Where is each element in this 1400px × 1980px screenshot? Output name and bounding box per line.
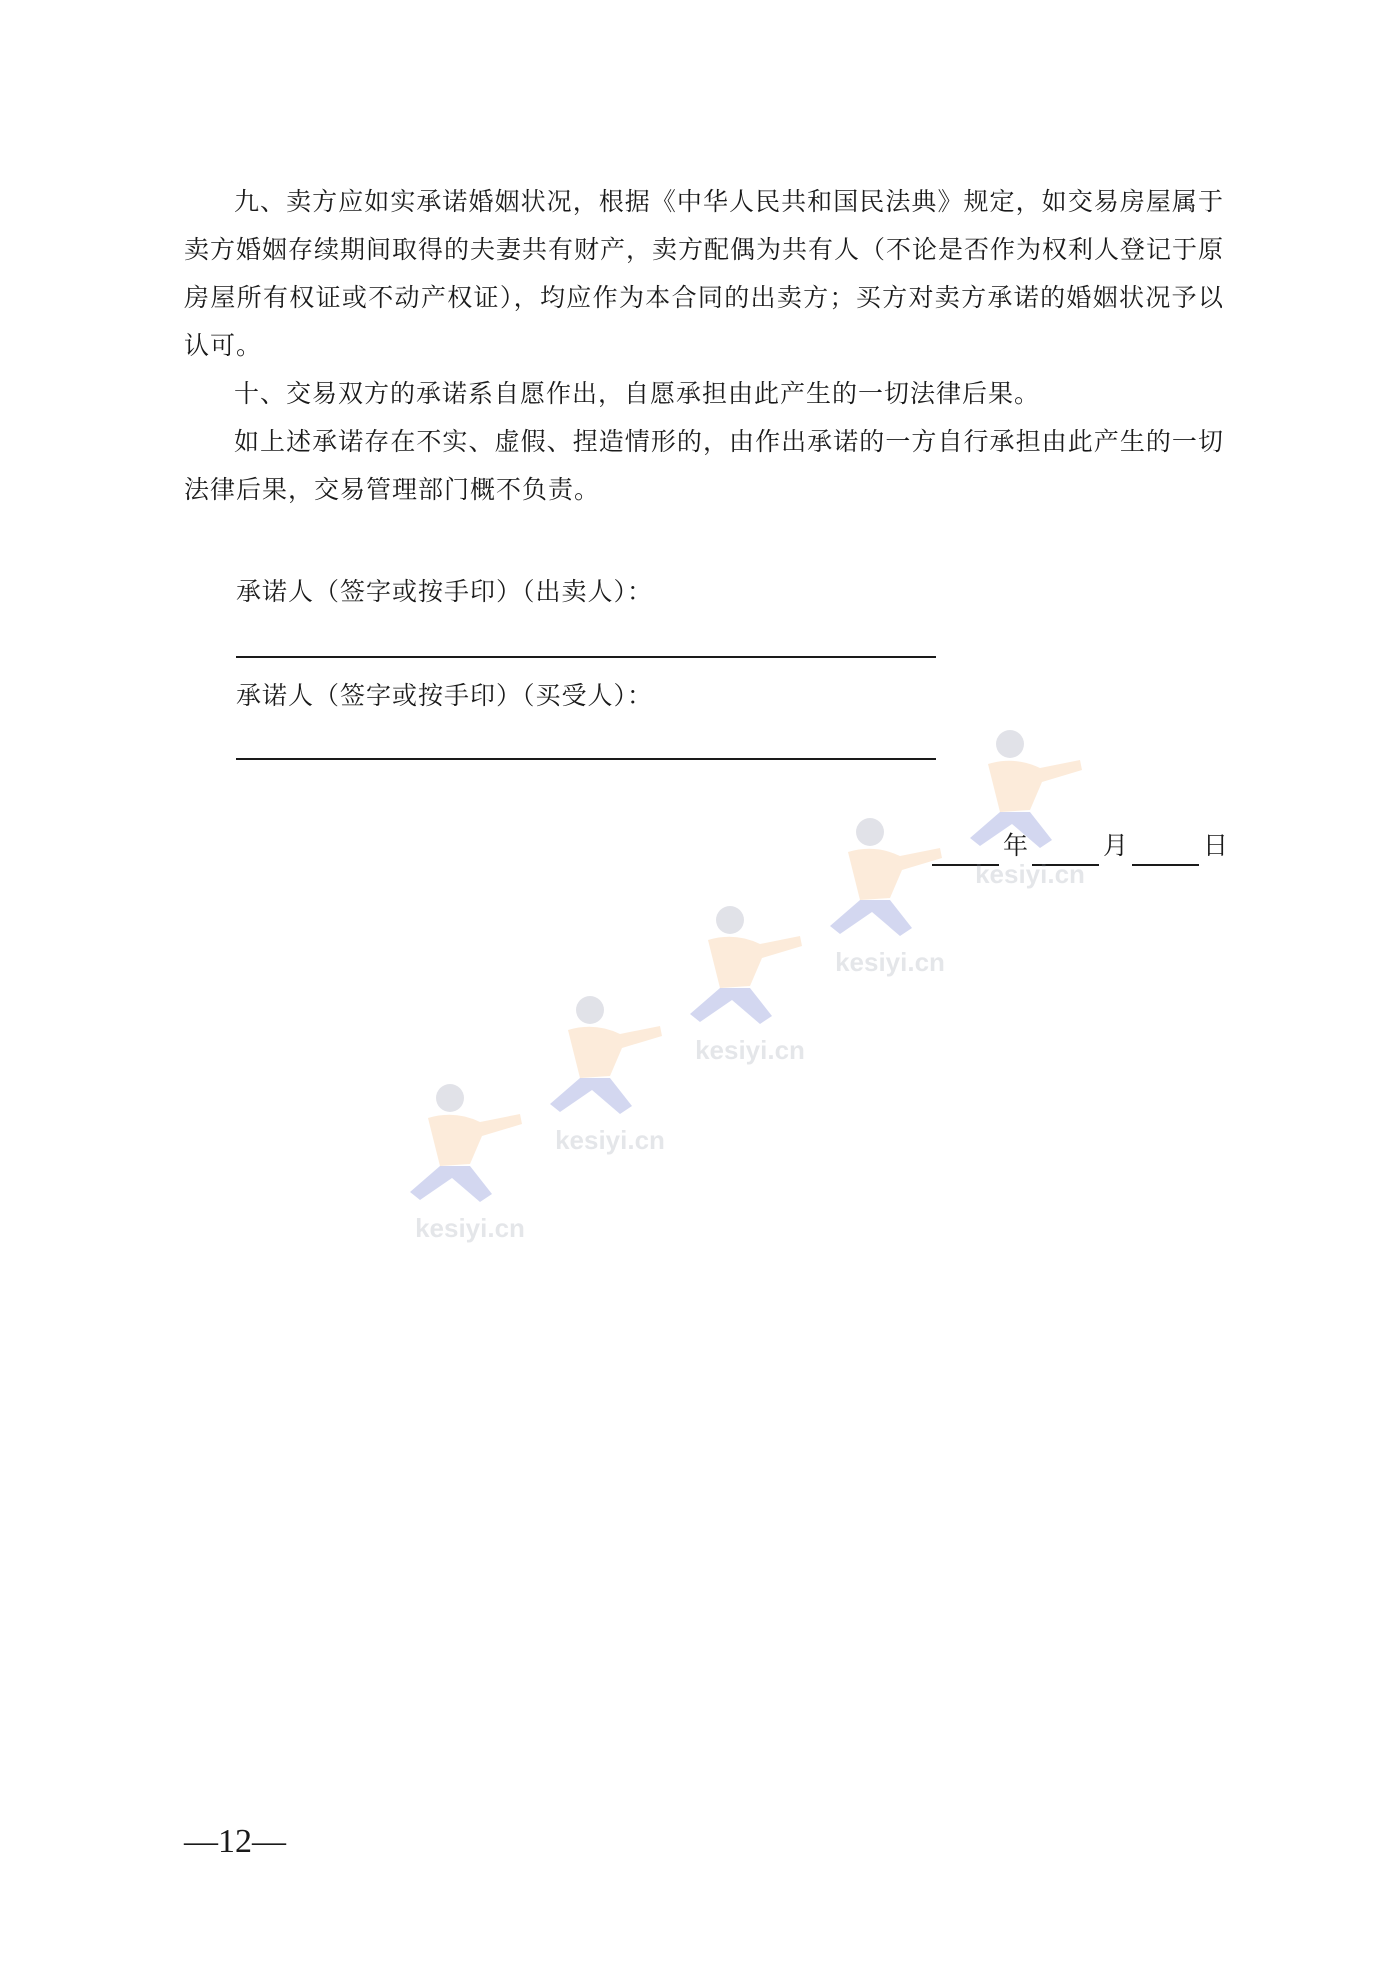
runner-logo-icon	[370, 1074, 570, 1214]
day-blank[interactable]	[1132, 834, 1199, 866]
clause-nine: 九、卖方应如实承诺婚姻状况，根据《中华人民共和国民法典》规定，如交易房屋属于卖方婚姻存续期间取得的夫妻共有财产，卖方配偶为共有人（不论是否作为权利人登记于原房屋所有权证或不动产权证），均应作为本合同的出卖方；买方对卖方承诺的婚姻状况予以认可。	[184, 187, 1225, 360]
clause-ten: 十、交易双方的承诺系自愿作出，自愿承担由此产生的一切法律后果。	[234, 379, 1041, 408]
body-text	[184, 178, 1224, 514]
seller-signature-line[interactable]	[236, 656, 936, 658]
watermark-text: kesiyi.cn	[695, 1035, 805, 1065]
watermark	[370, 1074, 570, 1244]
year-label: 年	[1002, 831, 1028, 860]
seller-signature-label: 承诺人（签字或按手印）（出卖人）：	[236, 577, 654, 606]
watermark-text: kesiyi.cn	[835, 947, 945, 977]
watermark-text: kesiyi.cn	[415, 1213, 525, 1243]
seller-signature-block	[236, 572, 936, 612]
month-label: 月	[1102, 831, 1128, 860]
buyer-signature-block	[236, 676, 936, 716]
page-number: —12—	[184, 1823, 286, 1860]
day-label: 日	[1202, 831, 1228, 860]
buyer-signature-line[interactable]	[236, 758, 936, 760]
watermark-text: kesiyi.cn	[555, 1125, 665, 1155]
buyer-signature-label: 承诺人（签字或按手印）（买受人）：	[236, 681, 654, 710]
liability-clause: 如上述承诺存在不实、虚假、捏造情形的，由作出承诺的一方自行承担由此产生的一切法律后果，交易管理部门概不负责。	[184, 427, 1224, 504]
watermark-text: kesiyi.cn	[975, 859, 1085, 889]
